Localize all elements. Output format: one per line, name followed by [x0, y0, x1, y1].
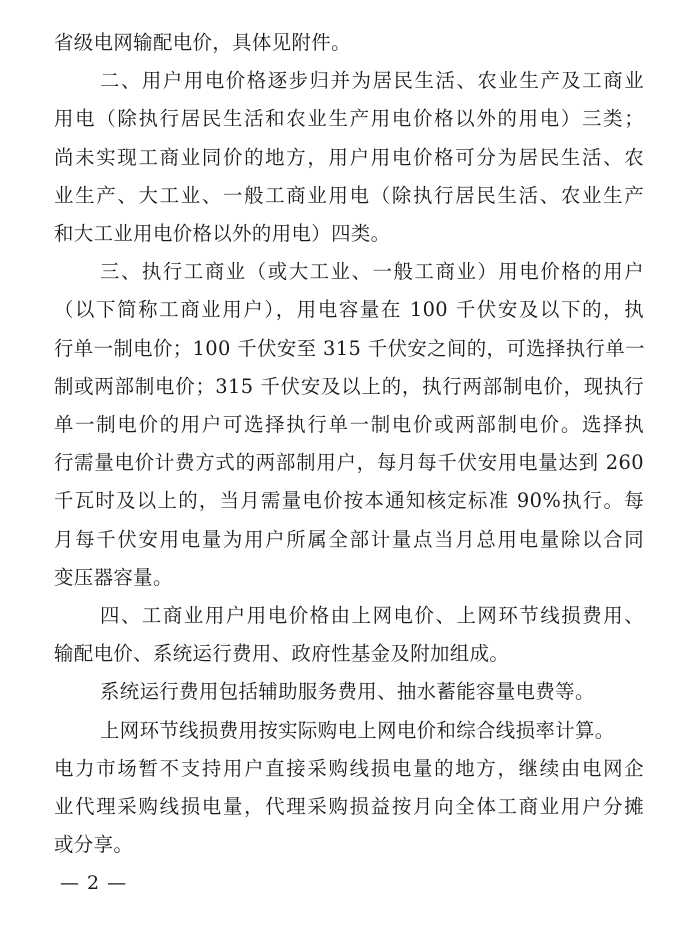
text-line-16: 四、工商业用户用电价格由上网电价、上网环节线损费用、 — [100, 604, 644, 627]
text-line-11: 单一制电价的用户可选择执行单一制电价或两部制电价。选择执 — [54, 413, 644, 436]
text-line-8: （以下简称工商业用户），用电容量在 100 千伏安及以下的，执 — [54, 298, 644, 322]
text-line-2: 二、用户用电价格逐步归并为居民生活、农业生产及工商业 — [100, 69, 644, 93]
text-line-22: 或分享。 — [54, 833, 134, 857]
text-line-14: 月每千伏安用电量为用户所属全部计量点当月总用电量除以合同 — [54, 527, 644, 551]
text-line-12: 行需量电价计费方式的两部制用户，每月每千伏安用电量达到 260 — [54, 451, 644, 475]
text-line-20: 电力市场暂不支持用户直接采购线损电量的地方，继续由电网企 — [54, 756, 644, 780]
text-line-15: 变压器容量。 — [54, 565, 173, 589]
text-line-1: 省级电网输配电价，具体见附件。 — [54, 31, 351, 54]
text-line-19: 上网环节线损费用按实际购电上网电价和综合线损率计算。 — [100, 718, 615, 742]
text-line-6: 和大工业用电价格以外的用电）四类。 — [54, 222, 391, 245]
text-line-13: 千瓦时及以上的，当月需量电价按本通知核定标准 90%执行。每 — [54, 489, 644, 513]
page-number: — 2 — — [60, 872, 128, 894]
text-line-21: 业代理采购线损电量，代理采购损益按月向全体工商业用户分摊 — [54, 795, 644, 818]
text-line-9: 行单一制电价；100 千伏安至 315 千伏安之间的，可选择执行单一 — [54, 336, 645, 360]
text-line-17: 输配电价、系统运行费用、政府性基金及附加组成。 — [54, 642, 510, 666]
text-line-18: 系统运行费用包括辅助服务费用、抽水蓄能容量电费等。 — [100, 680, 595, 704]
text-line-4: 尚未实现工商业同价的地方，用户用电价格可分为居民生活、农 — [54, 145, 644, 169]
text-line-10: 制或两部制电价；315 千伏安及以上的，执行两部制电价，现执行 — [54, 374, 644, 398]
text-line-3: 用电（除执行居民生活和农业生产用电价格以外的用电）三类； — [54, 107, 644, 131]
text-line-7: 三、执行工商业（或大工业、一般工商业）用电价格的用户 — [100, 260, 644, 284]
text-line-5: 业生产、大工业、一般工商业用电（除执行居民生活、农业生产 — [54, 183, 644, 207]
